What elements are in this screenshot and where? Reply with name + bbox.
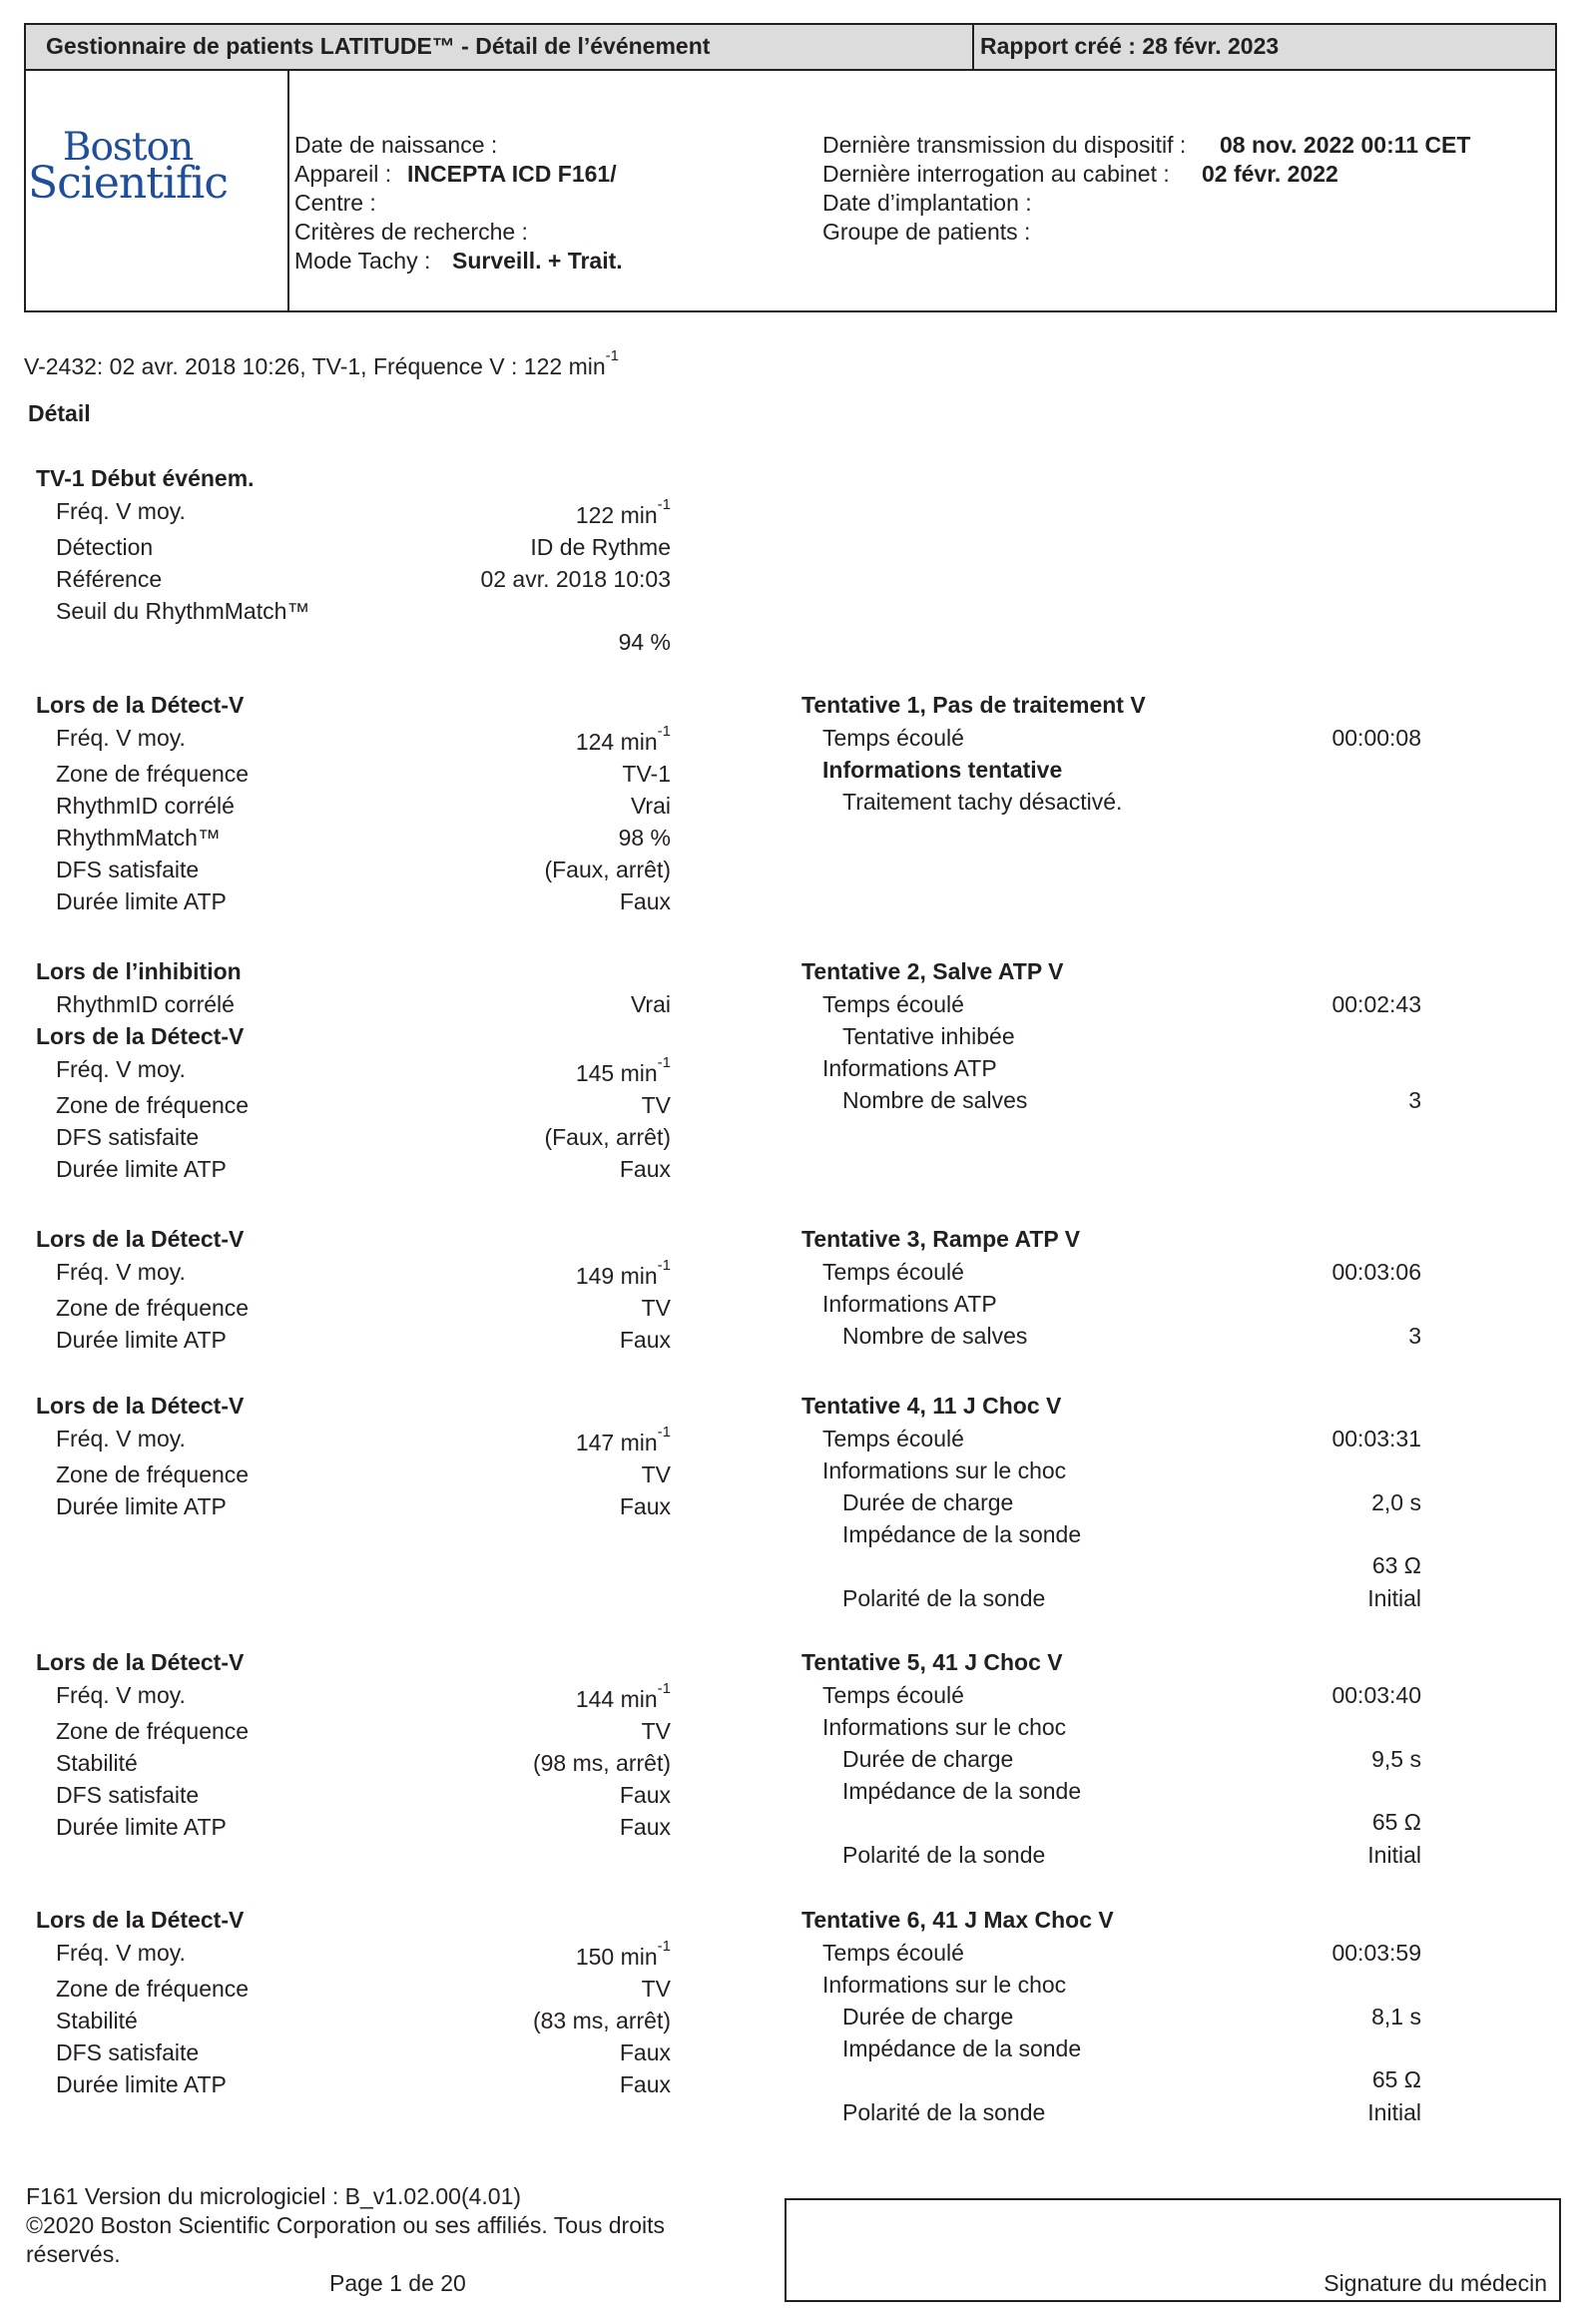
field-value: 3 <box>1408 1087 1421 1113</box>
attempt-heading: Tentative 3, Rampe ATP V <box>801 1226 1081 1252</box>
field-value: 122 $\min^{-1}$ <box>575 496 671 528</box>
logo-divider <box>287 71 289 312</box>
field-value: Initial <box>1367 1585 1421 1611</box>
detail-heading: Détail <box>28 400 91 426</box>
field-value: 2,0 s <box>1371 1489 1421 1515</box>
field-label: Polarité de la sonde <box>842 1842 1046 1868</box>
info-heading: Informations tentative <box>822 757 1063 783</box>
field-label: Fréq. V moy. <box>56 1056 186 1082</box>
field-value: 02 avr. 2018 10:03 <box>480 566 671 592</box>
info-heading: Informations sur le choc <box>822 1457 1067 1483</box>
last-interrogation-label: Dernière interrogation au cabinet : <box>822 161 1170 187</box>
field-value: 147 $\min^{-1}$ <box>575 1424 671 1455</box>
field-label: Durée limite ATP <box>56 888 227 914</box>
section-heading: Lors de la Détect-V <box>36 1393 245 1419</box>
field-value: Faux <box>619 888 671 914</box>
signature-label: Signature du médecin <box>1323 2270 1547 2296</box>
field-label: Temps écoulé <box>822 991 964 1017</box>
field-value: TV <box>641 1976 671 2002</box>
field-label: RhythmID corrélé <box>56 991 235 1017</box>
field-label: Zone de fréquence <box>56 761 250 787</box>
field-label: Détection <box>56 534 154 560</box>
copyright-line-2: réservés. <box>26 2241 121 2267</box>
field-value: Faux <box>619 2039 671 2065</box>
field-value: TV <box>641 1718 671 1744</box>
center-label: Centre : <box>294 190 376 216</box>
field-value: 00:02:43 <box>1331 991 1421 1017</box>
info-text: Traitement tachy désactivé. <box>842 789 1123 815</box>
field-label: Impédance de la sonde <box>842 1778 1082 1804</box>
field-label: Fréq. V moy. <box>56 498 186 524</box>
field-value: TV-1 <box>622 761 671 787</box>
field-value: (Faux, arrêt) <box>544 857 671 882</box>
field-label: Fréq. V moy. <box>56 1426 186 1452</box>
field-label: Durée de charge <box>842 1746 1014 1772</box>
attempt-heading: Tentative 4, 11 J Choc V <box>801 1393 1062 1419</box>
field-value: ID de Rythme <box>530 534 671 560</box>
field-label: Impédance de la sonde <box>842 2035 1082 2061</box>
device-label: Appareil : <box>294 161 392 187</box>
field-value: 145 $\min^{-1}$ <box>575 1054 671 1086</box>
boston-scientific-logo: Boston Scientific <box>28 125 228 209</box>
field-label: Zone de fréquence <box>56 1976 250 2002</box>
field-value: TV <box>641 1295 671 1321</box>
field-value: Faux <box>619 1327 671 1353</box>
field-label: RhythmID corrélé <box>56 793 235 819</box>
section-heading: Lors de la Détect-V <box>36 1226 245 1252</box>
field-label: Zone de fréquence <box>56 1092 250 1118</box>
section-heading: Lors de la Détect-V <box>36 692 245 718</box>
section-heading: Lors de la Détect-V <box>36 1907 245 1933</box>
info-heading: Informations sur le choc <box>822 1714 1067 1740</box>
implant-date-label: Date d’implantation : <box>822 190 1032 216</box>
field-label: Temps écoulé <box>822 1426 964 1452</box>
report-title: Gestionnaire de patients LATITUDE™ - Détail de l’événement <box>46 33 711 59</box>
field-label: Zone de fréquence <box>56 1295 250 1321</box>
section-heading: Lors de la Détect-V <box>36 1023 245 1049</box>
field-label: DFS satisfaite <box>56 1782 200 1808</box>
last-transmission-label: Dernière transmission du dispositif : <box>822 132 1187 158</box>
field-value: 63 Ω <box>1371 1552 1421 1578</box>
field-label: Référence <box>56 566 163 592</box>
field-label: Seuil du RhythmMatch™ <box>56 598 310 624</box>
info-heading: Informations ATP <box>822 1291 997 1317</box>
field-value: 94 % <box>618 629 671 655</box>
field-label: Fréq. V moy. <box>56 725 186 751</box>
attempt-heading: Tentative 2, Salve ATP V <box>801 958 1064 984</box>
field-value: (98 ms, arrêt) <box>532 1750 671 1776</box>
field-label: Zone de fréquence <box>56 1718 250 1744</box>
field-label: Stabilité <box>56 1750 138 1776</box>
field-value: Faux <box>619 1814 671 1840</box>
field-value: 65 Ω <box>1371 1809 1421 1835</box>
attempt-heading: Tentative 6, 41 J Max Choc V <box>801 1907 1114 1933</box>
field-label: Temps écoulé <box>822 1259 964 1285</box>
section-heading: TV-1 Début événem. <box>36 465 255 491</box>
field-value: 149 $\min^{-1}$ <box>575 1257 671 1289</box>
field-value: Faux <box>619 1782 671 1808</box>
field-label: Durée de charge <box>842 1489 1014 1515</box>
header-divider <box>972 25 974 71</box>
field-value: 144 $\min^{-1}$ <box>575 1680 671 1712</box>
event-summary: V-2432: 02 avr. 2018 10:26, TV-1, Fréquence V : 122 $\min^{-1}$ <box>24 347 619 379</box>
field-label: Fréq. V moy. <box>56 1259 186 1285</box>
field-value: Faux <box>619 2071 671 2097</box>
field-label: Durée limite ATP <box>56 1814 227 1840</box>
field-value: Faux <box>619 1493 671 1519</box>
field-label: Durée de charge <box>842 2004 1014 2030</box>
attempt-heading: Tentative 1, Pas de traitement V <box>801 692 1146 718</box>
field-label: Temps écoulé <box>822 1682 964 1708</box>
field-value: 00:03:31 <box>1331 1426 1421 1452</box>
field-label: Tentative inhibée <box>842 1023 1015 1049</box>
field-value: Faux <box>619 1156 671 1182</box>
firmware-version: F161 Version du micrologiciel : B_v1.02.00(4.01) <box>26 2183 522 2209</box>
field-label: Durée limite ATP <box>56 1327 227 1353</box>
field-label: Nombre de salves <box>842 1087 1028 1113</box>
field-value: Initial <box>1367 1842 1421 1868</box>
last-interrogation-value: 02 févr. 2022 <box>1202 161 1338 187</box>
field-label: DFS satisfaite <box>56 2039 200 2065</box>
field-label: Impédance de la sonde <box>842 1521 1082 1547</box>
field-value: 8,1 s <box>1371 2004 1421 2030</box>
field-value: (83 ms, arrêt) <box>532 2008 671 2034</box>
field-value: TV <box>641 1461 671 1487</box>
attempt-heading: Tentative 5, 41 J Choc V <box>801 1649 1063 1675</box>
copyright-line-1: ©2020 Boston Scientific Corporation ou ses affiliés. Tous droits <box>26 2212 666 2238</box>
field-value: Vrai <box>630 991 671 1017</box>
field-label: RhythmMatch™ <box>56 825 221 851</box>
field-label: Fréq. V moy. <box>56 1940 186 1966</box>
report-created: Rapport créé : 28 févr. 2023 <box>980 33 1280 59</box>
info-heading: Informations sur le choc <box>822 1972 1067 1998</box>
field-label: DFS satisfaite <box>56 1124 200 1150</box>
field-value: (Faux, arrêt) <box>544 1124 671 1150</box>
field-value: Vrai <box>630 793 671 819</box>
last-transmission-value: 08 nov. 2022 00:11 CET <box>1220 132 1471 158</box>
tachy-mode-label: Mode Tachy : <box>294 248 431 274</box>
field-label: Durée limite ATP <box>56 1493 227 1519</box>
field-value: 9,5 s <box>1371 1746 1421 1772</box>
field-label: Durée limite ATP <box>56 2071 227 2097</box>
patient-group-label: Groupe de patients : <box>822 219 1031 245</box>
field-value: 00:03:59 <box>1331 1940 1421 1966</box>
field-label: DFS satisfaite <box>56 857 200 882</box>
info-heading: Informations ATP <box>822 1055 997 1081</box>
field-label: Nombre de salves <box>842 1323 1028 1349</box>
field-value: 00:03:40 <box>1331 1682 1421 1708</box>
field-value: 124 $\min^{-1}$ <box>575 723 671 755</box>
section-heading: Lors de la Détect-V <box>36 1649 245 1675</box>
section-heading: Lors de l’inhibition <box>36 958 242 984</box>
field-label: Temps écoulé <box>822 1940 964 1966</box>
field-label: Durée limite ATP <box>56 1156 227 1182</box>
field-value: 150 $\min^{-1}$ <box>575 1938 671 1970</box>
field-value: 3 <box>1408 1323 1421 1349</box>
field-value: TV <box>641 1092 671 1118</box>
field-value: 00:03:06 <box>1331 1259 1421 1285</box>
field-value: 98 % <box>618 825 671 851</box>
device-value: INCEPTA ICD F161/ <box>407 161 617 187</box>
page-number: Page 1 de 20 <box>329 2270 466 2296</box>
tachy-mode-value: Surveill. + Trait. <box>452 248 623 274</box>
field-label: Zone de fréquence <box>56 1461 250 1487</box>
field-label: Temps écoulé <box>822 725 964 751</box>
field-value: Initial <box>1367 2099 1421 2125</box>
field-label: Polarité de la sonde <box>842 1585 1046 1611</box>
field-value: 65 Ω <box>1371 2066 1421 2092</box>
field-value: 00:00:08 <box>1331 725 1421 751</box>
field-label: Polarité de la sonde <box>842 2099 1046 2125</box>
search-criteria-label: Critères de recherche : <box>294 219 528 245</box>
field-label: Stabilité <box>56 2008 138 2034</box>
birthdate-label: Date de naissance : <box>294 132 498 158</box>
field-label: Fréq. V moy. <box>56 1682 186 1708</box>
